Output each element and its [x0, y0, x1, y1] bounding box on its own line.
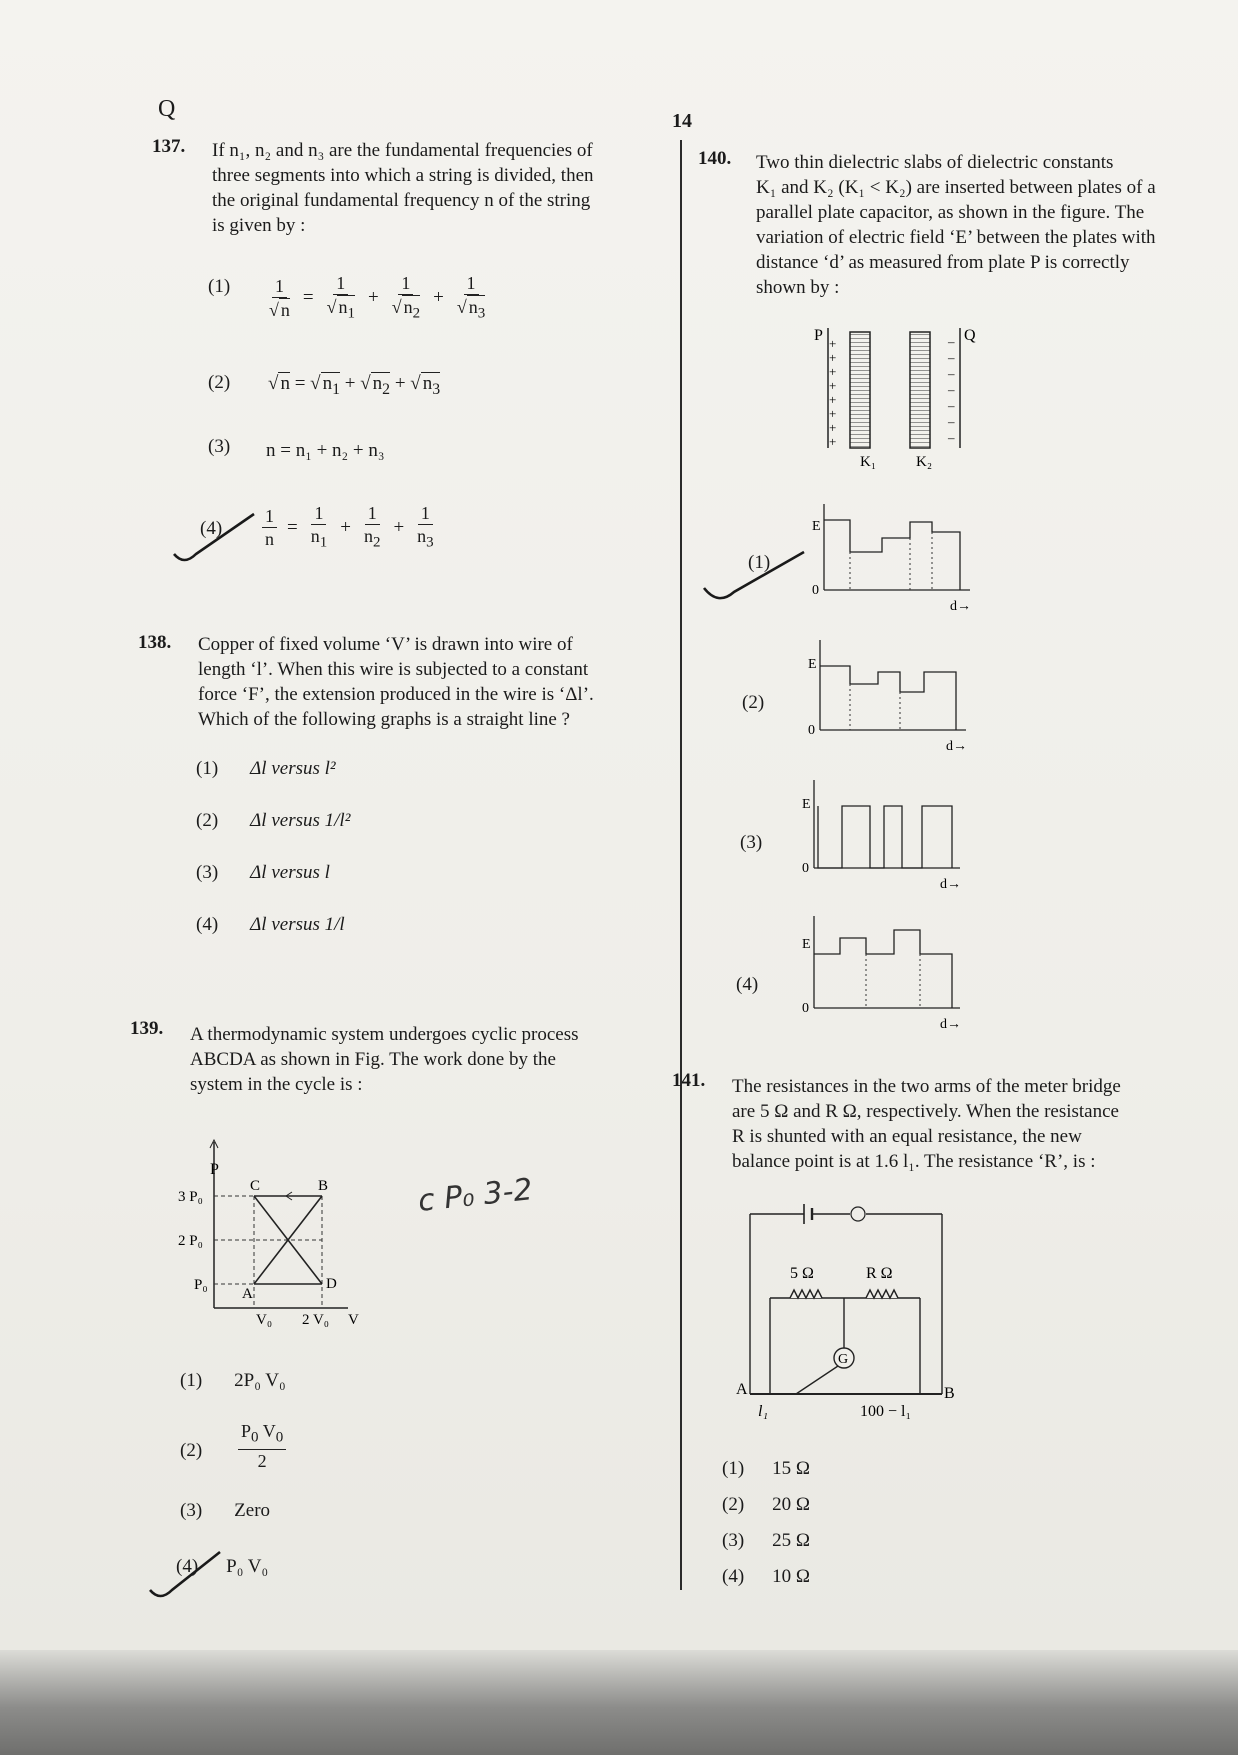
graph-option-1	[800, 500, 980, 620]
length-l1-label: l₁	[758, 1403, 769, 1420]
svg-text:+: +	[829, 378, 837, 393]
q137-option-3[interactable]: (3)	[208, 436, 231, 457]
q141-option-3[interactable]: (3) 25 Ω	[722, 1530, 811, 1551]
tick-3p0: 3 P₀	[178, 1189, 203, 1205]
slab-k2	[910, 332, 930, 448]
end-b-label: B	[944, 1385, 955, 1402]
svg-text:–: –	[948, 350, 955, 365]
q138-text: Copper of fixed volume ‘V’ is drawn into wire of length ‘l’. When this wire is subjected to a constant force ‘F’, the extension produced in the wire is ‘Δl’. Which of the following graphs is a straight line ?	[198, 634, 594, 730]
k2-label: K₂	[916, 454, 933, 470]
g1-d-label: d→	[950, 599, 971, 614]
q139-option-2-formula: $\frac{P_0 V_0}{2}$	[234, 1420, 290, 1472]
q137-option-2-formula: √ n = √ $n_1$ + √ $n_2$ + √ $n_3$	[268, 373, 441, 398]
svg-text:–: –	[948, 334, 955, 349]
scan-bottom-edge	[0, 1650, 1238, 1755]
point-b: B	[318, 1178, 329, 1194]
svg-text:+: +	[829, 364, 837, 379]
q139-option-1[interactable]: (1) 2P₀ V₀	[180, 1370, 286, 1391]
q141-option-4[interactable]: (4) 10 Ω	[722, 1566, 811, 1587]
g4-d-label: d→	[940, 1017, 961, 1032]
plate-q-label: Q	[964, 327, 976, 344]
q141-option-2[interactable]: (2) 20 Ω	[722, 1494, 811, 1515]
q138-number: 138.	[138, 632, 172, 653]
slab-k1	[850, 332, 870, 448]
length-100-l1-label: 100 − l₁	[860, 1403, 912, 1420]
v-axis-label: V	[348, 1312, 359, 1328]
g3-e-label: E	[802, 797, 811, 812]
q140-option-2[interactable]: (2)	[742, 692, 765, 713]
g1-origin: 0	[812, 583, 819, 598]
q137-tick-mark-icon	[170, 508, 260, 568]
k1-label: K₁	[860, 454, 877, 470]
q140-option-3[interactable]: (3)	[740, 832, 763, 853]
q139-option-3[interactable]: (3) Zero	[180, 1500, 271, 1521]
meter-bridge-circuit	[720, 1198, 970, 1428]
q140-text: Two thin dielectric slabs of dielectric constants K₁ and K₂ (K₁ < K₂) are inserted between plates of a parallel plate capacitor, as shown in the figure. The variation of electric field ‘E’ between the plates with distance ‘d’ as measured from plate P is correctly shown by :	[756, 152, 1156, 298]
svg-text:–: –	[948, 430, 955, 445]
q137-text: If n₁, n₂ and n₃ are the fundamental frequencies of three segments into which a string is divided, then the original fundamental frequency n of the string is given by :	[212, 140, 594, 236]
svg-text:+: +	[829, 420, 837, 435]
q137-number: 137.	[152, 136, 186, 157]
g3-origin: 0	[802, 861, 809, 876]
point-c: C	[250, 1178, 261, 1194]
svg-text:+: +	[829, 336, 837, 351]
tick-2p0: 2 P₀	[178, 1233, 203, 1249]
q137-option-3-text: n = n₁ + n₂ + n₃	[266, 440, 385, 461]
g3-d-label: d→	[940, 877, 961, 892]
q138-option-1[interactable]: (1) Δl versus l²	[196, 758, 336, 779]
q141-text: The resistances in the two arms of the meter bridge are 5 Ω and R Ω, respectively. When the resistance R is shunted with an equal resistance, the new balance point is at 1.6 l₁. The resistance ‘R’, is :	[732, 1076, 1121, 1172]
column-divider	[680, 140, 682, 1590]
svg-text:–: –	[948, 382, 955, 397]
resistor-r-label: R Ω	[866, 1265, 893, 1282]
svg-text:–: –	[948, 398, 955, 413]
p-axis-label: P	[210, 1161, 219, 1178]
svg-text:+: +	[829, 350, 837, 365]
handwritten-note: c P₀ 3-2	[416, 1172, 535, 1219]
graph-option-4	[790, 912, 970, 1032]
resistor-5-label: 5 Ω	[790, 1265, 814, 1282]
q137-option-4-formula: $\frac{1}{n}$ = $\frac{1}{n_1}$ + $\frac{1}{n_2}$ + $\frac{1}{n_3}$	[258, 502, 441, 554]
g4-origin: 0	[802, 1001, 809, 1016]
q140-tick-mark-icon	[700, 548, 810, 608]
tick-2v0: 2 V₀	[302, 1312, 330, 1328]
q140-option-1[interactable]: (1)	[748, 552, 771, 573]
pv-cycle-diagram	[170, 1138, 400, 1328]
q137-option-1-formula: $\frac{1}{√ n}$ = $\frac{1}{√ n_1}$ + $\frac{1}{√ n_2}$ + $\frac{1}{√ n_3}$	[262, 272, 492, 325]
g4-e-label: E	[802, 937, 811, 952]
svg-text:–: –	[948, 414, 955, 429]
g2-d-label: d→	[946, 739, 967, 754]
svg-text:–: –	[948, 366, 955, 381]
page-number: 14	[672, 110, 692, 132]
q139-number: 139.	[130, 1018, 164, 1039]
g2-e-label: E	[808, 657, 817, 672]
svg-text:+: +	[829, 434, 837, 449]
q137-option-1[interactable]: (1)	[208, 276, 231, 297]
q140-option-4[interactable]: (4)	[736, 974, 759, 995]
q138-option-3[interactable]: (3) Δl versus l	[196, 862, 330, 883]
q138-option-2[interactable]: (2) Δl versus 1/l²	[196, 810, 351, 831]
q139-text: A thermodynamic system undergoes cyclic process ABCDA as shown in Fig. The work done by the system in the cycle is :	[190, 1024, 579, 1095]
q138-option-4[interactable]: (4) Δl versus 1/l	[196, 914, 345, 935]
tick-p0: P₀	[194, 1277, 208, 1293]
g1-e-label: E	[812, 519, 821, 534]
svg-text:+: +	[829, 392, 837, 407]
plate-p-label: P	[814, 327, 823, 344]
graph-option-3	[790, 776, 970, 896]
q137-option-4[interactable]: (4)	[200, 518, 223, 539]
capacitor-figure	[808, 318, 988, 478]
g2-origin: 0	[808, 723, 815, 738]
q139-option-2[interactable]: (2)	[180, 1440, 203, 1461]
end-a-label: A	[736, 1381, 748, 1398]
q140-number: 140.	[698, 148, 732, 169]
graph-option-2	[796, 636, 976, 756]
q139-tick-mark-icon	[146, 1548, 226, 1602]
q137-option-2[interactable]: (2)	[208, 372, 231, 393]
paper-code: Q	[158, 96, 176, 122]
q141-option-1[interactable]: (1) 15 Ω	[722, 1458, 811, 1479]
point-d: D	[326, 1276, 337, 1292]
svg-text:+: +	[829, 406, 837, 421]
q141-number: 141.	[672, 1070, 706, 1091]
q139-option-4[interactable]: (4) P₀ V₀	[176, 1556, 269, 1577]
galvanometer-label: G	[838, 1352, 849, 1367]
point-a: A	[242, 1286, 253, 1302]
tick-v0: V₀	[256, 1312, 273, 1328]
